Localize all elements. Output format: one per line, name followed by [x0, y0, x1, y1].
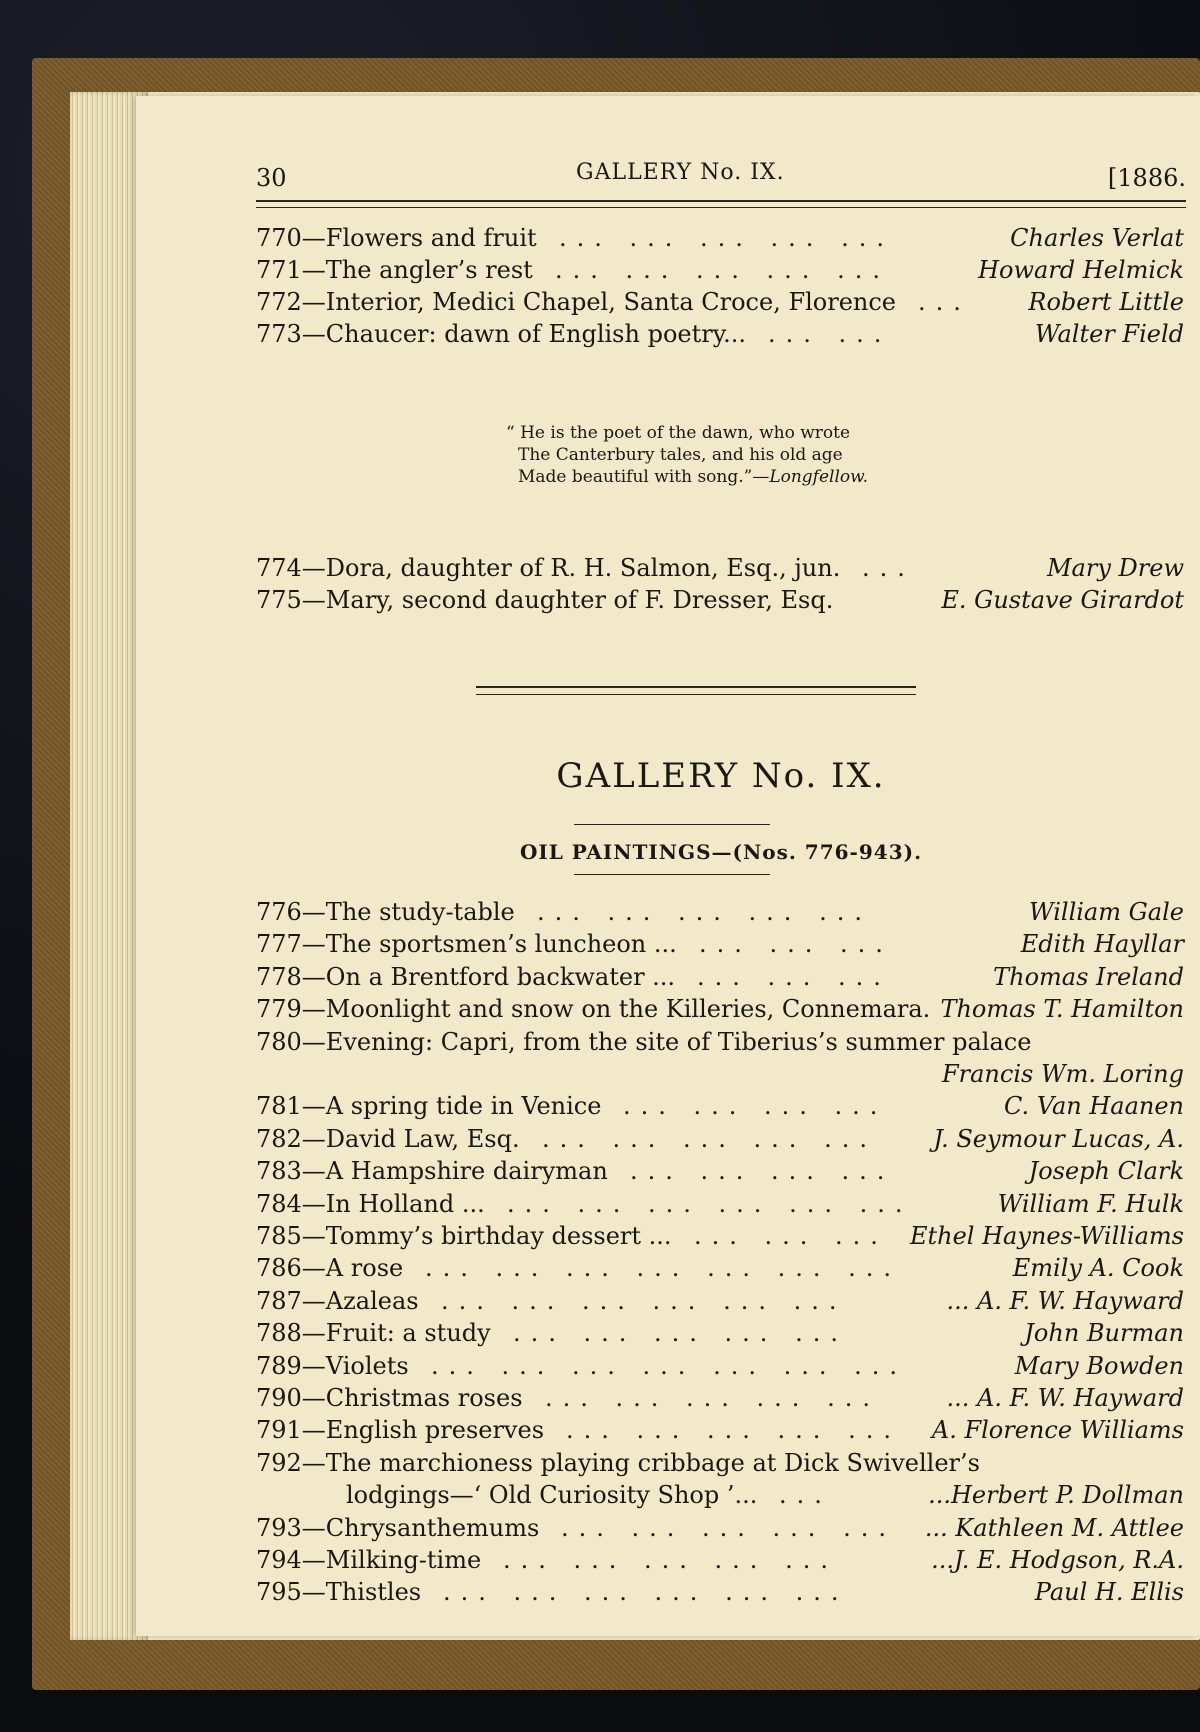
entry-title: 777—The sportsmen’s luncheon ...	[256, 930, 677, 959]
title-rule-top	[574, 824, 770, 825]
dot-leader: ... ... ... ...	[630, 1157, 895, 1186]
catalogue-entry	[256, 222, 1184, 254]
entry-artist: Francis Wm. Loring	[942, 1060, 1184, 1088]
entry-artist: C. Van Haanen	[1004, 1092, 1184, 1121]
entry-artist: Emily A. Cook	[1012, 1254, 1184, 1283]
running-title: GALLERY No. IX.	[576, 160, 785, 185]
quote-line-3	[506, 466, 926, 488]
entry-artist: Robert Little	[1028, 288, 1184, 316]
entry-title: 791—English preserves	[256, 1416, 545, 1445]
entry-title: lodgings—‘ Old Curiosity Shop ’...	[346, 1481, 758, 1510]
catalogue-entry	[256, 1188, 1184, 1220]
catalogue-entry	[256, 928, 1184, 960]
catalogue-entry	[256, 896, 1184, 928]
entry-title: 774—Dora, daughter of R. H. Salmon, Esq., jun.	[256, 554, 841, 582]
entry-title: 783—A Hampshire dairyman	[256, 1157, 608, 1186]
page-year: [1886.	[1107, 164, 1186, 192]
entry-title: 782—David Law, Esq.	[256, 1124, 520, 1153]
header-rule	[256, 200, 1186, 208]
dot-leader: ... ... ... ... ...	[545, 1384, 880, 1412]
entry-title: 792—The marchioness playing cribbage at Dick Swiveller’s	[256, 1448, 980, 1477]
catalogue-entry	[256, 552, 1184, 584]
entry-artist: ... A. F. W. Hayward	[946, 1286, 1184, 1315]
dot-leader: ... ... ... ... ...	[555, 256, 890, 284]
entry-artist: Thomas T. Hamilton	[940, 995, 1184, 1024]
entry-title: 771—The angler’s rest	[256, 256, 533, 284]
entry-title: 773—Chaucer: dawn of English poetry...	[256, 320, 746, 348]
dot-leader: ... ... ... ... ...	[542, 1124, 877, 1153]
catalogue-entry	[256, 1576, 1184, 1608]
dot-leader: ... ... ... ... ...	[503, 1546, 838, 1574]
catalogue-entry	[256, 961, 1184, 993]
dot-leader: ... ... ...	[699, 930, 893, 959]
catalogue-entry	[256, 584, 1184, 616]
entry-artist: Mary Drew	[1046, 554, 1184, 582]
entry-title: 772—Interior, Medici Chapel, Santa Croce, Florence	[256, 288, 897, 316]
entry-title: 785—Tommy’s birthday dessert ...	[256, 1222, 672, 1250]
entry-title: 775—Mary, second daughter of F. Dresser, Esq.	[256, 586, 834, 614]
quote-line-1: “ He is the poet of the dawn, who wrote	[506, 423, 851, 443]
dot-leader: ... ... ... ... ... ...	[507, 1189, 913, 1218]
entry-artist: Joseph Clark	[1028, 1157, 1184, 1186]
dot-leader: ... ... ... ... ... ... ...	[431, 1351, 907, 1380]
entry-artist: William F. Hulk	[997, 1189, 1184, 1218]
entry-title: 778—On a Brentford backwater ...	[256, 962, 676, 991]
entry-title: 787—Azaleas	[256, 1286, 419, 1315]
catalogue-entry	[256, 1285, 1184, 1317]
entry-artist: ...Herbert P. Dollman	[928, 1481, 1184, 1510]
entry-title: 770—Flowers and fruit	[256, 224, 537, 252]
dot-leader: ... ... ... ... ...	[559, 224, 894, 252]
gallery-subtitle: OIL PAINTINGS—(Nos. 776-943).	[519, 840, 923, 864]
catalogue-entry	[256, 1447, 1184, 1479]
entry-title: 779—Moonlight and snow on the Killeries, Connemara.	[256, 995, 931, 1024]
quote-line-2: The Canterbury tales, and his old age	[518, 445, 843, 465]
dot-leader: ... ... ... ... ... ...	[443, 1578, 849, 1607]
catalogue-entry	[256, 1512, 1184, 1544]
catalogue-entry	[256, 1220, 1184, 1252]
entry-title: 781—A spring tide in Venice	[256, 1092, 602, 1121]
entry-artist: ... Kathleen M. Attlee	[924, 1513, 1184, 1542]
dot-leader: ... ... ... ... ... ...	[441, 1286, 847, 1315]
dot-leader: ... ... ... ... ...	[561, 1513, 896, 1542]
epigraph-quote	[506, 422, 926, 488]
dot-leader: ... ... ... ...	[623, 1092, 888, 1121]
entry-title: 794—Milking-time	[256, 1546, 482, 1574]
catalogue-entry	[256, 1317, 1184, 1349]
catalogue-entry	[256, 1090, 1184, 1122]
entry-artist: Charles Verlat	[1010, 224, 1184, 252]
entry-artist: Mary Bowden	[1014, 1351, 1184, 1380]
catalogue-entry	[256, 1414, 1184, 1446]
dot-leader: ...	[779, 1481, 832, 1510]
dot-leader: ... ... ...	[697, 962, 891, 991]
entry-artist: A. Florence Williams	[931, 1416, 1184, 1445]
catalogue-entry	[256, 1058, 1184, 1090]
catalogue-entry	[256, 1382, 1184, 1414]
running-header	[256, 156, 1186, 196]
entry-artist: John Burman	[1024, 1319, 1184, 1348]
dot-leader: ... ...	[768, 320, 892, 348]
entry-artist: Paul H. Ellis	[1034, 1578, 1184, 1607]
title-rule-bottom	[574, 874, 770, 875]
entry-title: 776—The study-table	[256, 898, 515, 926]
catalogue-entry	[256, 1252, 1184, 1284]
catalogue-entry	[256, 1123, 1184, 1155]
dot-leader: ... ... ... ... ...	[513, 1319, 848, 1348]
dot-leader: ... ... ...	[694, 1222, 888, 1250]
dot-leader: ...	[918, 288, 971, 316]
section-divider	[476, 686, 916, 695]
entry-artist: Ethel Haynes-Williams	[909, 1222, 1184, 1250]
catalogue-entry	[256, 1479, 1184, 1511]
catalogue-entry	[256, 1026, 1184, 1058]
catalogue-entry	[256, 318, 1184, 350]
catalogue-entry	[256, 286, 1184, 318]
catalogue-entry	[256, 1544, 1184, 1576]
entry-artist: Thomas Ireland	[993, 962, 1184, 991]
entry-title: 789—Violets	[256, 1351, 409, 1380]
entry-title: 780—Evening: Capri, from the site of Tiberius’s summer palace	[256, 1027, 1032, 1056]
catalogue-entry	[256, 254, 1184, 286]
entry-artist: E. Gustave Girardot	[941, 586, 1184, 614]
entry-artist: Howard Helmick	[978, 256, 1184, 284]
gallery-title: GALLERY No. IX.	[556, 756, 886, 796]
entry-title: 786—A rose	[256, 1254, 404, 1283]
entry-artist: ... A. F. W. Hayward	[946, 1384, 1184, 1412]
catalogue-entry	[256, 993, 1184, 1025]
entry-artist: William Gale	[1028, 898, 1184, 926]
entry-title: 788—Fruit: a study	[256, 1319, 491, 1348]
entry-artist: Edith Hayllar	[1020, 930, 1184, 959]
quote-line-3-text: Made beautiful with song.”—	[518, 467, 770, 487]
entry-title: 795—Thistles	[256, 1578, 422, 1607]
dot-leader: ... ... ... ... ...	[537, 898, 872, 926]
page	[136, 96, 1200, 1636]
quote-attribution: Longfellow.	[769, 467, 869, 487]
catalogue-entry	[256, 1350, 1184, 1382]
entry-title: 790—Christmas roses	[256, 1384, 523, 1412]
entry-artist: Walter Field	[1034, 320, 1184, 348]
catalogue-entry	[256, 1155, 1184, 1187]
dot-leader: ... ... ... ... ... ... ...	[425, 1254, 901, 1283]
entry-artist: J. Seymour Lucas, A.	[933, 1124, 1184, 1153]
dot-leader: ... ... ... ... ...	[566, 1416, 901, 1445]
dot-leader: ...	[862, 554, 915, 582]
entry-title: 784—In Holland ...	[256, 1189, 485, 1218]
entry-title: 793—Chrysanthemums	[256, 1513, 540, 1542]
page-number: 30	[256, 164, 287, 192]
entry-artist: ...J. E. Hodgson, R.A.	[931, 1546, 1184, 1574]
